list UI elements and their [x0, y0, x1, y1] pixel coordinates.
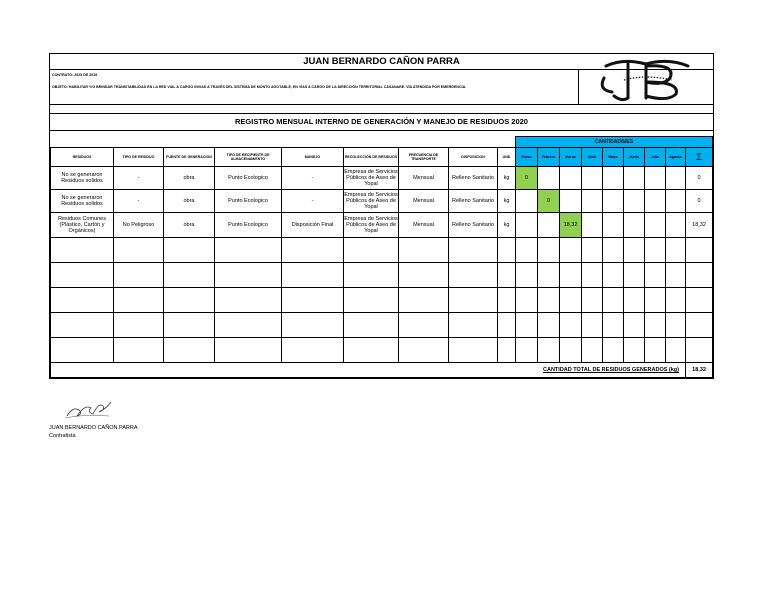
table-title-row [51, 137, 713, 148]
table-row [51, 190, 713, 213]
empty-row [51, 288, 713, 313]
cell-fuente: obra [164, 167, 215, 190]
cell-month [603, 167, 624, 190]
cell-recipiente: Punto Ecologico [215, 190, 282, 213]
cell-recolector: Empresa de Servicios Públicos de Aseo de Yopal [344, 167, 399, 190]
cell-month [645, 190, 666, 213]
cell-manejo: - [282, 190, 344, 213]
contract-info [50, 70, 579, 104]
report-sheet [49, 53, 714, 379]
cell-residuo: Residuos Comunes (Plástico, Cartón y Orgánicos) [51, 213, 114, 238]
total-value: 18,32 [686, 363, 713, 378]
cell-month [582, 167, 603, 190]
col-header-disposicion: DISPOSICION [449, 148, 498, 167]
col-header-mayo: Mayo [603, 148, 624, 167]
contract-number: CONTRATO: 2025 DE 2019 [52, 73, 98, 77]
spacer [50, 105, 713, 114]
col-header-sigma: Σ [686, 148, 713, 167]
contract-meta [50, 70, 713, 105]
col-header-enero: Enero [516, 148, 538, 167]
cell-fuente: obra [164, 213, 215, 238]
total-label: CANTIDAD TOTAL DE RESIDUOS GENERADOS (kg) [51, 363, 686, 378]
col-header-abril: Abril [582, 148, 603, 167]
col-header-recipiente: TIPO DE RECIPIENTE DE ALMACENAMIENTO [215, 148, 282, 167]
cell-month [560, 190, 582, 213]
col-header-julio: Julio [645, 148, 666, 167]
cell-month [516, 190, 538, 213]
col-header-fuente: FUENTE DE GENERACION [164, 148, 215, 167]
cell-month [603, 213, 624, 238]
cell-month [582, 190, 603, 213]
table-row [51, 167, 713, 190]
cell-month: 18,32 [560, 213, 582, 238]
col-header-recoleccion: RECOLECCIÓN DE RESIDUOS [344, 148, 399, 167]
cell-month [645, 213, 666, 238]
cell-frecuencia: Mensual [399, 190, 449, 213]
col-header-marzo: Marzo [560, 148, 582, 167]
empty-row [51, 263, 713, 288]
empty-row [51, 338, 713, 363]
cell-month [666, 213, 686, 238]
cell-tipo: No Peligroso [114, 213, 164, 238]
cell-month [624, 167, 645, 190]
col-header-agosto: Agosto [666, 148, 686, 167]
col-header-residuos: RESIDUOS [51, 148, 114, 167]
cell-month [538, 213, 560, 238]
col-header-febrero: Febrero [538, 148, 560, 167]
cell-month [538, 167, 560, 190]
cell-tipo: - [114, 190, 164, 213]
cell-total: 18,32 [686, 213, 713, 238]
cell-month [560, 167, 582, 190]
cell-residuo: No se generaron Residuos solidos [51, 167, 114, 190]
cell-residuo: No se generaron Residuos solidos [51, 190, 114, 213]
contract-object: OBJETO: HABILITAR Y/O BRINDAR TRANSITABILIDAD EN LA RED VIAL A CARGO INVIAS A TRAVÉS DEL SISTEMA DE MONTO AGOTABLE, EN VÍAS A CARGO DE LA DIRECCIÓN TERRITORIAL CASANARE. VÍA ATENDIDA POR EMERGENCIA. [52, 85, 467, 89]
signature-image [63, 398, 115, 420]
cell-frecuencia: Mensual [399, 167, 449, 190]
empty-row [51, 238, 713, 263]
monogram-logo [584, 54, 708, 102]
residue-table [50, 136, 713, 378]
cell-month [624, 190, 645, 213]
table-header-row [51, 148, 713, 167]
cell-recolector: Empresa de Servicios Públicos de Aseo de Yopal [344, 213, 399, 238]
cell-month [516, 213, 538, 238]
total-row [51, 363, 713, 378]
col-header-manejo: MANEJO [282, 148, 344, 167]
col-header-und: UND [498, 148, 516, 167]
cell-und: kg [498, 213, 516, 238]
signer-name: JUAN BERNARDO CAÑON PARRA [49, 425, 138, 431]
cell-total: 0 [686, 190, 713, 213]
contractor-name: JUAN BERNARDO CAÑON PARRA [50, 54, 713, 70]
cell-recipiente: Punto Ecologico [215, 213, 282, 238]
cell-tipo: - [114, 167, 164, 190]
cell-month [603, 190, 624, 213]
empty-row [51, 313, 713, 338]
cell-month: 0 [516, 167, 538, 190]
cell-month: 0 [538, 190, 560, 213]
cell-frecuencia: Mensual [399, 213, 449, 238]
cell-manejo: - [282, 167, 344, 190]
cell-recipiente: Punto Ecologico [215, 167, 282, 190]
cell-total: 0 [686, 167, 713, 190]
cell-und: kg [498, 167, 516, 190]
cell-recolector: Empresa de Servicios Públicos de Aseo de Yopal [344, 190, 399, 213]
cell-month [624, 213, 645, 238]
cell-disposicion: Relleno Sanitario [449, 213, 498, 238]
cell-month [666, 190, 686, 213]
cell-month [666, 167, 686, 190]
col-header-tipo: TIPO DE RESIDUO [114, 148, 164, 167]
quantity-per-month-header: CANTIDAD/MES [516, 137, 713, 148]
cell-und: kg [498, 190, 516, 213]
col-header-junio: Junio [624, 148, 645, 167]
cell-manejo: Disposición Final [282, 213, 344, 238]
report-title: REGISTRO MENSUAL INTERNO DE GENERACIÓN Y MANEJO DE RESIDUOS 2020 [50, 114, 713, 131]
signer-role: Contratista [49, 433, 76, 439]
cell-month [582, 213, 603, 238]
table-row [51, 213, 713, 238]
col-header-frecuencia: FRECUENCIA DE TRANSPORTE [399, 148, 449, 167]
cell-disposicion: Relleno Sanitario [449, 167, 498, 190]
cell-fuente: obra [164, 190, 215, 213]
cell-disposicion: Relleno Sanitario [449, 190, 498, 213]
cell-month [645, 167, 666, 190]
